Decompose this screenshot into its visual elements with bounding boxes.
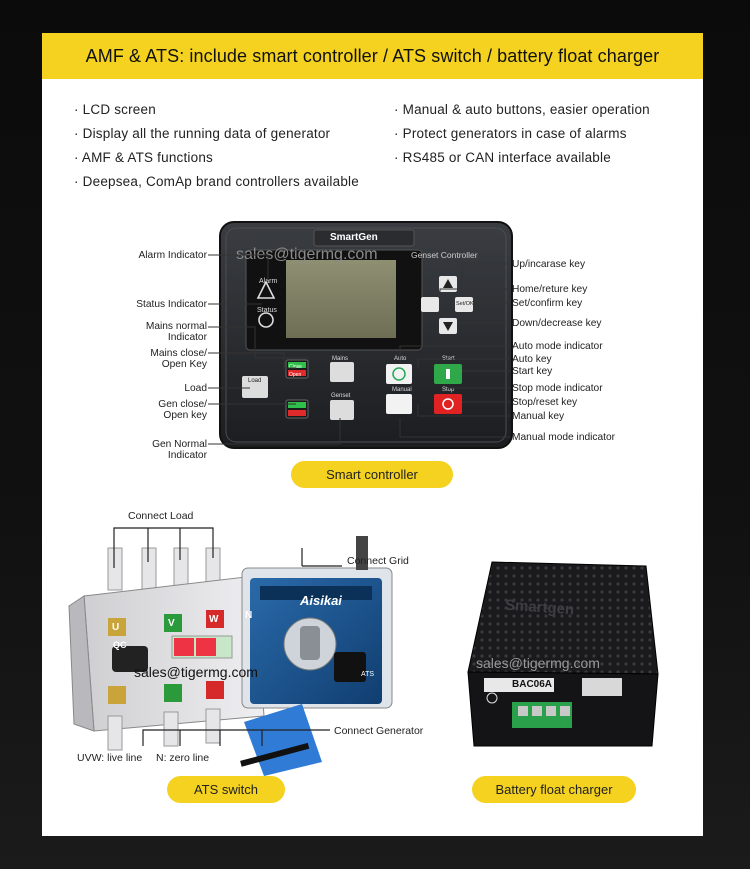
label-manual-key: Manual key xyxy=(512,411,565,422)
label-auto-indicator: Auto mode indicator xyxy=(512,341,603,352)
ats-brand: Aisikai xyxy=(300,593,342,608)
feature-item: · Display all the running data of generator xyxy=(74,126,330,141)
ats-phase-w-top: W xyxy=(209,614,219,625)
label-gen-close-2: Open key xyxy=(163,410,207,421)
panel-manual-text: Manual xyxy=(392,387,412,393)
ats-phase-n-top: N xyxy=(245,610,253,621)
label-connect-generator: Connect Generator xyxy=(334,725,424,737)
label-up-key: Up/incarase key xyxy=(512,259,586,270)
panel-auto-text: Auto xyxy=(394,356,407,362)
ats-watermark: sales@tigermg.com xyxy=(134,664,258,680)
label-alarm-indicator: Alarm Indicator xyxy=(138,250,207,261)
ats-phase-v-top: V xyxy=(168,618,175,629)
label-n: N: zero line xyxy=(156,752,210,764)
label-load: Load xyxy=(184,383,207,394)
ats-model-text: ATS xyxy=(361,671,375,678)
ats-phase-u-top: U xyxy=(112,622,120,633)
label-connect-grid: Connect Grid xyxy=(347,555,409,567)
feature-item: · Protect generators in case of alarms xyxy=(394,126,627,141)
caption-ats-switch: ATS switch xyxy=(167,776,285,803)
label-stop-key: Stop/reset key xyxy=(512,397,578,408)
ats-qc: QC xyxy=(113,640,127,650)
feature-item: · RS485 or CAN interface available xyxy=(394,150,611,165)
panel-load-text: Load xyxy=(248,378,262,384)
panel-genset-text: Genset xyxy=(331,393,351,399)
charger-model: BAC06A xyxy=(512,679,553,690)
panel-set-text: Set/OK xyxy=(456,301,474,307)
label-down-key: Down/decrease key xyxy=(512,318,602,329)
panel-status-text: Status xyxy=(257,307,277,314)
label-set-key: Set/confirm key xyxy=(512,298,583,309)
caption-battery-charger: Battery float charger xyxy=(472,776,636,803)
controller-brand: SmartGen xyxy=(330,232,378,243)
panel-mains-text: Mains xyxy=(332,356,349,362)
panel-start-text: Start xyxy=(442,356,455,362)
panel-stop-text: Stop xyxy=(442,387,455,393)
panel-open-text: Open xyxy=(289,372,302,378)
panel-close-text: Close xyxy=(289,364,302,370)
controller-model: Genset Controller xyxy=(411,250,478,260)
feature-item: · LCD screen xyxy=(74,102,156,117)
label-connect-load: Connect Load xyxy=(128,510,194,522)
label-gen-normal-2: Indicator xyxy=(167,450,207,461)
label-status-indicator: Status Indicator xyxy=(136,299,207,310)
label-auto-key: Auto key xyxy=(512,354,552,365)
charger-brand: Smartgen xyxy=(504,596,575,619)
label-start-key: Start key xyxy=(512,366,553,377)
label-mains-normal: Mains normal xyxy=(145,321,207,332)
feature-item: · AMF & ATS functions xyxy=(74,150,213,165)
label-mains-normal-2: Indicator xyxy=(167,332,207,343)
feature-item: · Manual & auto buttons, easier operation xyxy=(394,102,650,117)
caption-smart-controller: Smart controller xyxy=(291,461,453,488)
feature-item: · Deepsea, ComAp brand controllers available xyxy=(74,174,359,189)
label-manual-indicator: Manual mode indicator xyxy=(512,432,616,443)
label-gen-close: Gen close/ xyxy=(158,399,207,410)
label-mains-close: Mains close/ xyxy=(150,348,207,359)
label-mains-close-2: Open Key xyxy=(161,359,207,370)
banner-title: AMF & ATS: include smart controller / ATS switch / battery float charger xyxy=(85,45,660,66)
charger-watermark: sales@tigermg.com xyxy=(476,655,600,671)
panel-alarm-text: Alarm xyxy=(259,278,278,285)
label-home-key: Home/reture key xyxy=(512,284,588,295)
controller-watermark: sales@tigermg.com xyxy=(236,246,378,263)
label-gen-normal: Gen Normal xyxy=(152,439,207,450)
label-stop-indicator: Stop mode indicator xyxy=(512,383,603,394)
label-uvw: UVW: live line xyxy=(77,752,143,764)
